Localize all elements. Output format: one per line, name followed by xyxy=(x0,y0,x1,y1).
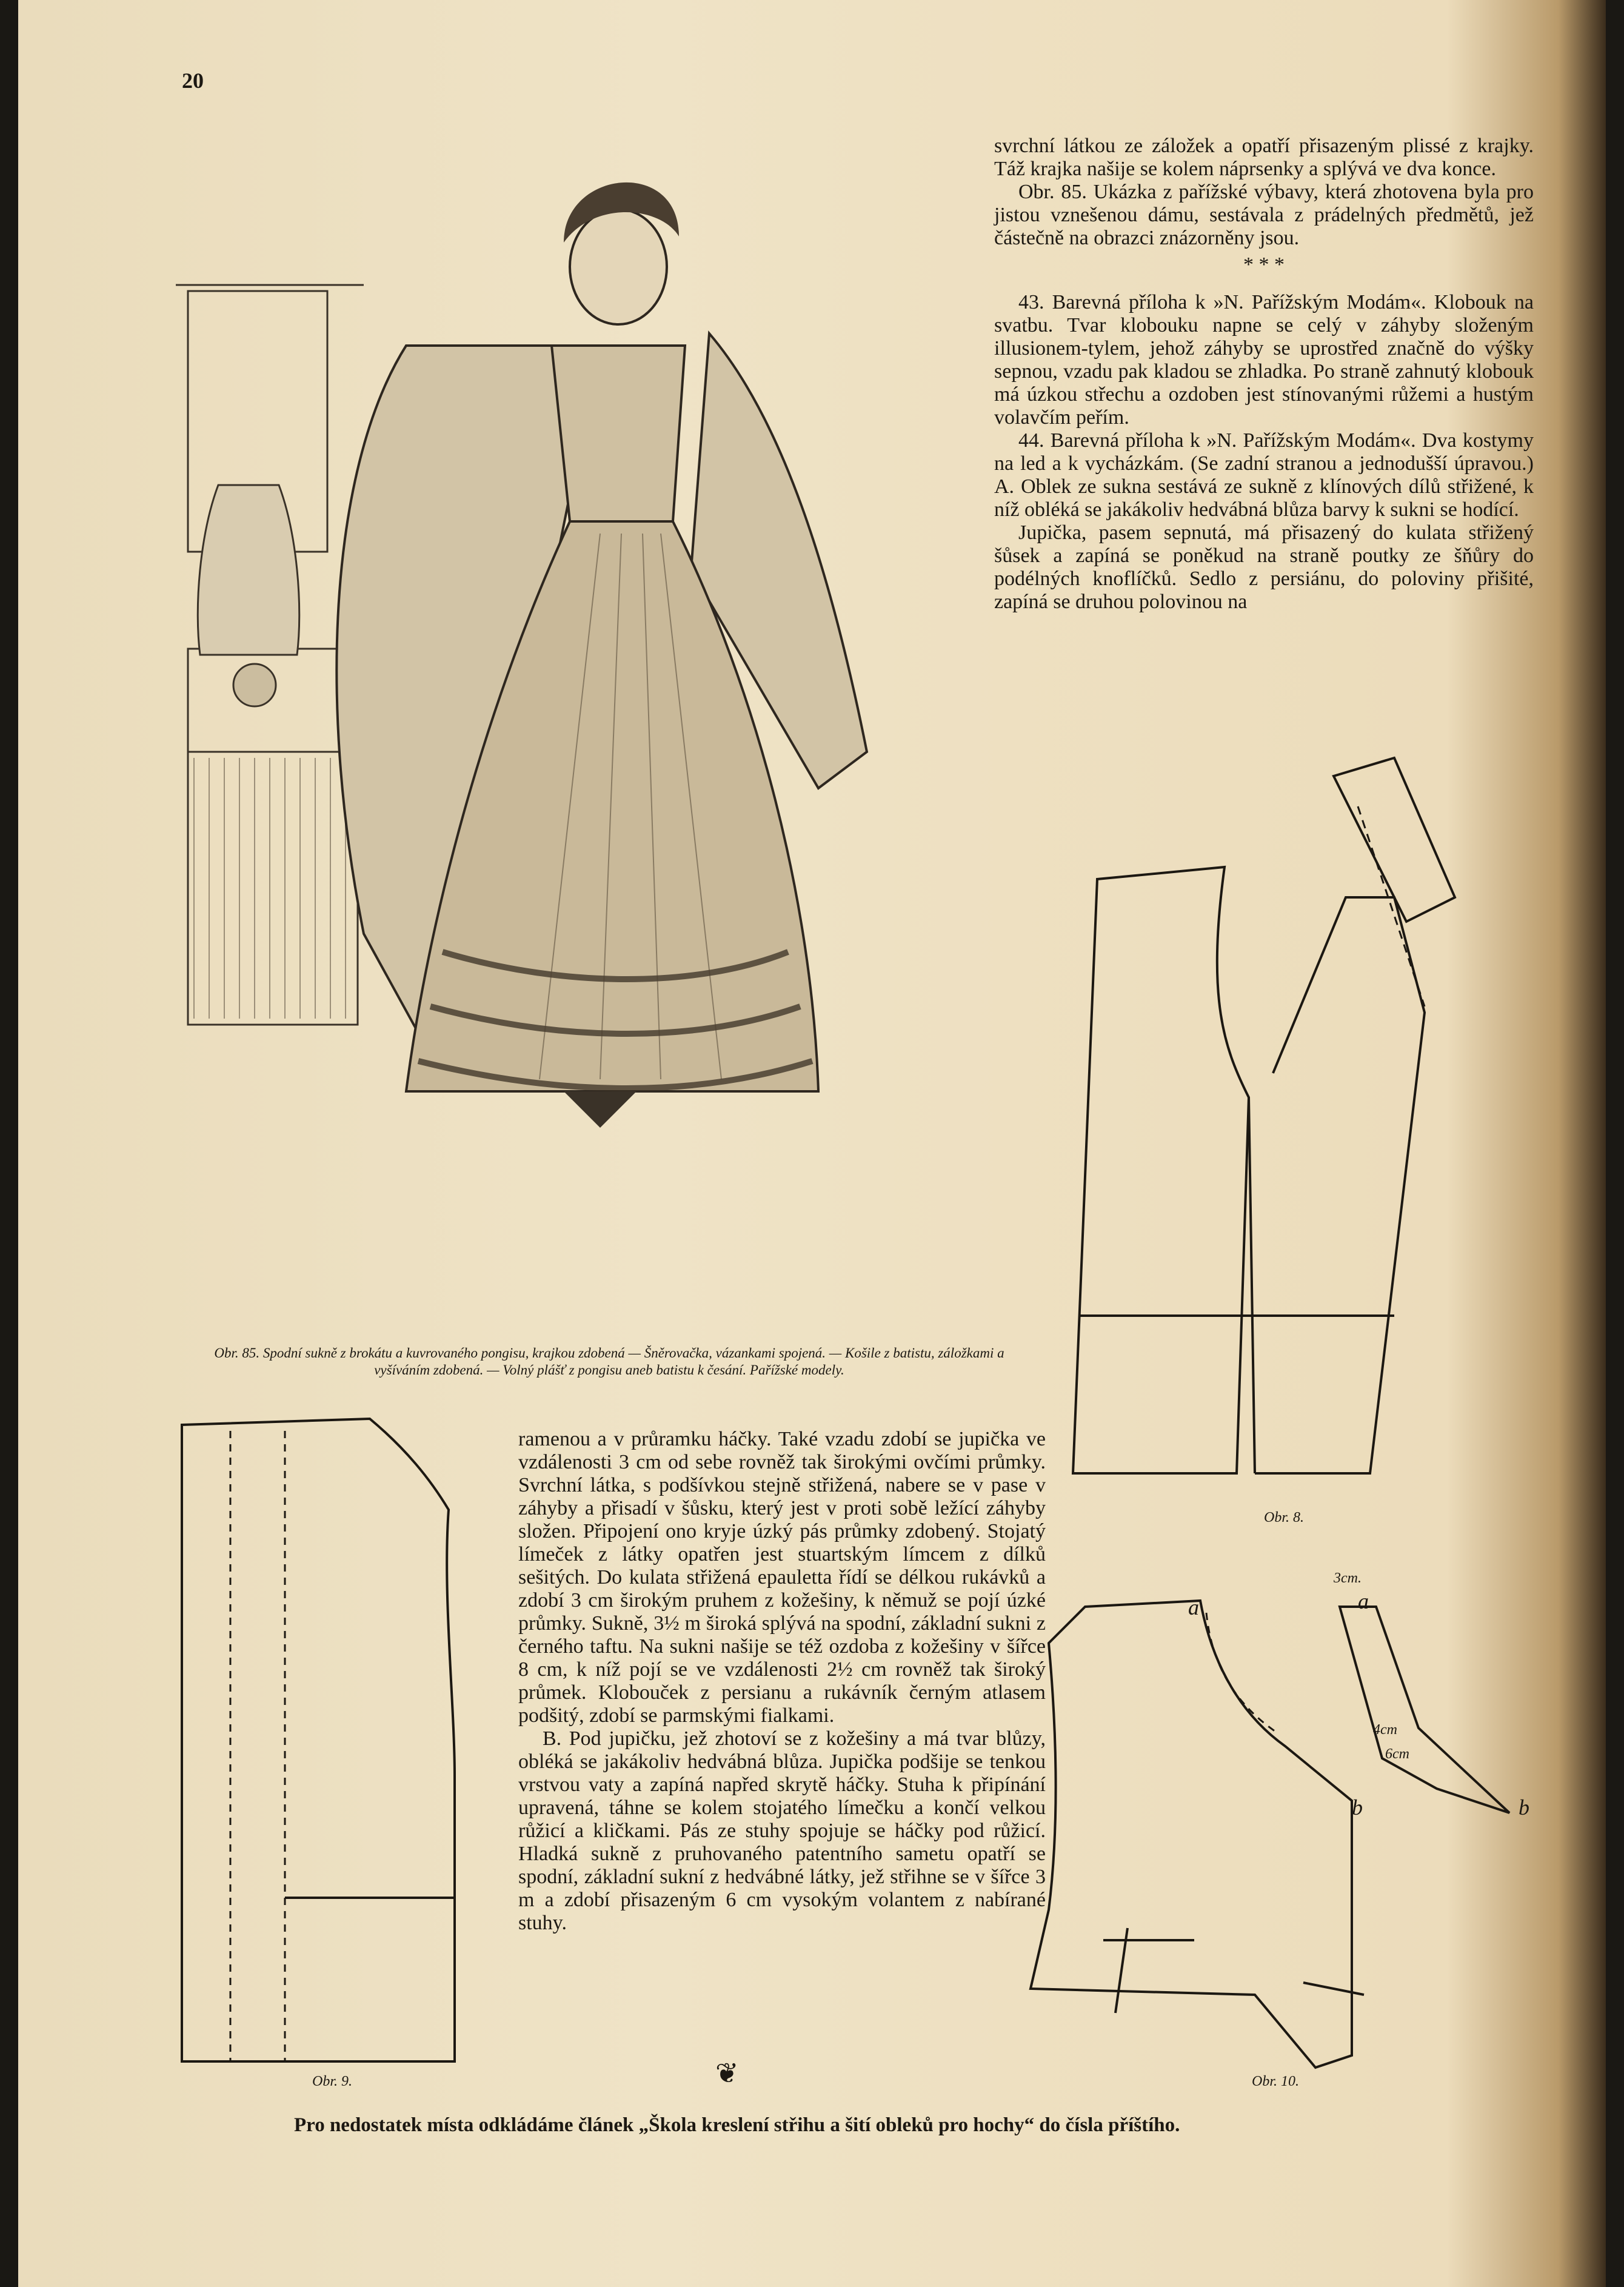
separator-asterisks: * * * xyxy=(1243,253,1285,276)
cabinet-body xyxy=(188,649,358,1025)
fig-label-obr9: Obr. 9. xyxy=(312,2074,353,2089)
hanging-blouse xyxy=(198,485,299,655)
text-column-middle xyxy=(518,1428,1046,1935)
collar-piece xyxy=(1340,1607,1509,1813)
pattern-outline xyxy=(182,1419,455,2061)
pattern-outline xyxy=(1073,867,1249,1473)
paragraph: 43. Barevná příloha k »N. Pařížským Modám«. Klobouk na svatbu. Tvar klobouku napne se celý v záhyby složeným illusionem-tylem, jehož záhyby se uprostřed značně do výšky sepnou, vzadu pak kladou se zhladka. Po straně zahnutý klobouk má úzkou střechu a ozdoben jest stínovanými růžemi a hustým volavčím peřím. xyxy=(994,291,1534,429)
point-label-a2: a xyxy=(1358,1589,1369,1613)
head xyxy=(570,209,667,324)
paragraph: 44. Barevná příloha k »N. Pařížským Modám«. Dva kostymy na led a k vycházkám. (Se zadní stranou a jednodušší úpravou.) A. Oblek ze sukna sestává ze sukně z klínových dílů střižené, k níž obléká se jakákoliv hedvábná blůza barvy k sukni se hodící. xyxy=(994,429,1534,521)
fig-label-obr10: Obr. 10. xyxy=(1252,2074,1300,2089)
measure-label-6cm: 6cm xyxy=(1385,1746,1409,1762)
figure-caption: Obr. 85. Spodní sukně z brokátu a kuvrovaného pongisu, krajkou zdobená — Šněrovačka, vázankami spojená. — Košile z batistu, záložkami a vyšíváním zdobená. — Volný plášť z pongisu aneb batistu k česání. Pařížské modely. xyxy=(214,1345,1004,1378)
fashion-illustration xyxy=(176,146,1012,1298)
cabinet-hatching xyxy=(194,758,346,1019)
point-label-a1: a xyxy=(1188,1595,1199,1619)
jar xyxy=(233,664,276,706)
page-number: 20 xyxy=(182,69,204,93)
paragraph: ramenou a v průramku háčky. Také vzadu zdobí se jupička ve vzdálenosti 3 cm od sebe rovněž tak širokými ovčími průmky. Svrchní látka, s podšívkou stejně střižená, nabere se v pase v záhyby a přisadí v šůsku, který jest v proti sobě ležící záhyby složen. Připojení ono kryje úzký pás průmky zdobený. Stojatý límeček z látky opatřen jest stuartským límcem z dílků sešitých. Do kulata střižená epauletta řídí se délkou rukávků a zdobí 3 cm širokým pruhem z kožešiny, k němuž se pojí úzké průmky. Sukně, 3½ m široká splývá na spodní, základní sukni z černého taftu. Na sukni našije se též ozdoba z kožešiny v šířce 8 cm, k níž pojí se ve vzdálenosti 2½ cm rovněž tak široký průmek. Klobouček z persianu a rukávník černým atlasem podšitý, zdobí se parmskými fialkami. xyxy=(518,1428,1046,1727)
point-label-b2: b xyxy=(1519,1795,1529,1820)
paragraph: svrchní látkou ze záložek a opatří přisazeným plissé z krajky. Táž krajka našije se kolem náprsenky a splývá ve dva konce. xyxy=(994,135,1534,180)
footer-note: Pro nedostatek místa odkládáme článek „Škola kreslení střihu a šití obleků pro hochy“ do čísla příštího. xyxy=(294,2114,1180,2136)
magazine-page xyxy=(18,0,1606,2287)
pattern-obr10 xyxy=(1012,1595,1546,2080)
pattern-outline xyxy=(1255,897,1425,1473)
text-column-top-right xyxy=(994,135,1534,614)
ornament-icon: ❦ xyxy=(715,2058,739,2089)
paragraph: Obr. 85. Ukázka z pařížské výbavy, která zhotovena byla pro jistou vznešenou dámu, sestávala z prádelných předmětů, jež částečně na obrazci znázorněny jsou. xyxy=(994,181,1534,249)
paragraph: B. Pod jupičku, jež zhotoví se z kožešiny a má tvar blůzy, obléká se jakákoliv hedvábná blůza. Jupička podšije se tenkou vrstvou vaty a zapíná napřed skrytě háčky. Stuha k připínání upravená, táhne se kolem stojatého límečku a končí velkou růžicí a kličkami. Pás ze stuhy spojuje se háčky pod růžicí. Hladká sukně z pruhovaného patentního sametu opatří se spodní, základní sukní z hedvábné látky, jež střihne se v šířce 3 m a zdobí přisazeným 6 cm vysokým volantem z nabírané stuhy. xyxy=(518,1727,1046,1934)
measure-label-3cm: 3cm. xyxy=(1334,1570,1362,1586)
pattern-outline xyxy=(1249,1097,1255,1473)
pattern-outline xyxy=(1031,1601,1352,2068)
pattern-obr9 xyxy=(176,1413,491,2074)
bodice xyxy=(552,346,685,521)
dashed-line xyxy=(1206,1613,1279,1734)
feet xyxy=(564,1091,637,1128)
dashed-line xyxy=(1358,806,1425,1006)
paragraph: Jupička, pasem sepnutá, má přisazený do kulata střižený šůsek a zapíná se poněkud na straně poutky ze šňůry do podélných knoflíčků. Sedlo z persiánu, do poloviny přišité, zapíná se druhou polovinou na xyxy=(994,521,1534,613)
measure-label-4cm: 4cm xyxy=(1373,1722,1397,1738)
point-label-b1: b xyxy=(1352,1795,1363,1820)
pattern-obr8 xyxy=(1067,758,1522,1504)
fig-label-obr8: Obr. 8. xyxy=(1264,1510,1305,1525)
